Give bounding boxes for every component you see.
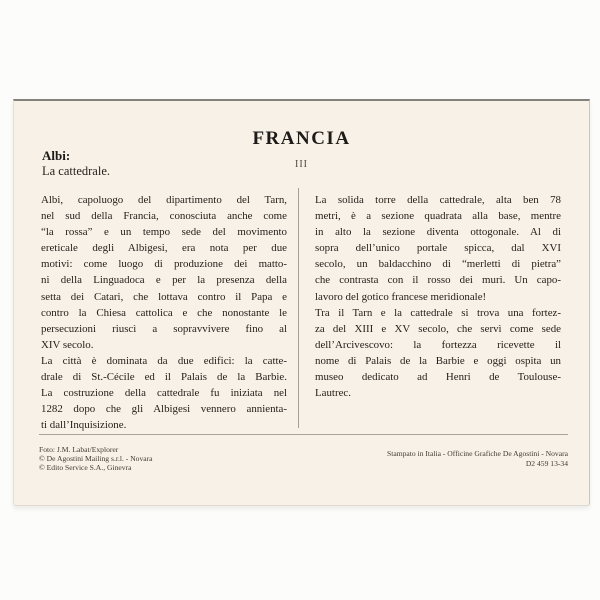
text-line: dell’Arcivescovo: la fortezza ricevette il: [315, 338, 561, 351]
text-line: museo dedicato ad Henri de Toulouse-: [315, 371, 561, 384]
text-line: setta dei Catari, che lottava contro il Papa e: [41, 290, 287, 303]
text-line: “la rossa” e un tempo sede del movimento: [41, 226, 287, 239]
text-line: 1282 dopo che gli Albigesi vennero annienta-: [41, 403, 287, 416]
text-line: za del XIII e XV secolo, che servì come sede: [315, 322, 561, 335]
body-column-left: [41, 192, 287, 433]
country-title: FRANCIA: [252, 128, 351, 149]
credits-left-block: [39, 445, 153, 473]
copyright-line-1: © De Agostini Mailing s.r.l. - Novara: [39, 454, 153, 464]
text-line: ni della Linguadoca e per la presenza della: [41, 274, 287, 287]
text-line: XIV secolo.: [41, 338, 94, 351]
series-numeral: III: [295, 159, 308, 170]
printed-in-line: Stampato in Italia - Officine Grafiche De Agostini - Novara: [387, 449, 568, 458]
text-line: contro la Chiesa cattolica e che nonostante le: [41, 306, 287, 319]
text-line: La costruzione della cattedrale fu iniziata nel: [41, 387, 287, 400]
text-line: ereticale degli Albigesi, era nota per due: [41, 242, 287, 255]
postcard-back: [13, 99, 590, 506]
text-line: Lautrec.: [315, 387, 351, 400]
body-column-right: [315, 192, 561, 401]
text-line: La città è dominata da due edifici: la catte-: [41, 354, 287, 367]
text-line: motivi: come luogo di produzione dei matto-: [41, 258, 287, 271]
text-line: ti dall’Inquisizione.: [41, 419, 127, 432]
place-title: Albi:: [42, 148, 71, 163]
text-line: che contrasta con il rosso dei muri. Un capo-: [315, 274, 561, 287]
text-line: La solida torre della cattedrale, alta ben 78: [315, 194, 561, 206]
text-line: secolo, un baldacchino di “merletti di pietra”: [315, 258, 561, 271]
text-line: lavoro del gotico francese meridionale!: [315, 290, 487, 303]
photo-credit: Foto: J.M. Labat/Explorer: [39, 445, 119, 454]
text-line: nel sud della Francia, conosciuta anche come: [41, 210, 287, 223]
text-line: Tra il Tarn e la cattedrale si trova una fortez-: [315, 306, 561, 319]
copyright-line-2: © Edito Service S.A., Ginevra: [39, 463, 132, 473]
text-line: persecuzioni riuscì a sopravvivere fino al: [41, 322, 287, 335]
subject-title: La cattedrale.: [42, 164, 111, 178]
text-line: metri, è a sezione quadrata alla base, mentre: [315, 210, 561, 223]
catalog-code: D2 459 13-34: [525, 458, 568, 468]
text-line: in alto la sezione diventa ottogonale. Al di: [315, 226, 561, 239]
text-line: Albi, capoluogo del dipartimento del Tarn,: [41, 194, 287, 206]
credits-right-block: [387, 449, 568, 468]
text-line: drale di St.-Cécile ed il Palais de la Barbie.: [41, 371, 287, 384]
column-divider-line: [298, 188, 299, 428]
text-line: nome di Palais de la Barbie e oggi ospita un: [315, 354, 561, 367]
footer-rule-line: [39, 434, 568, 435]
text-line: sopra dell’unico portale spicca, dal XVI: [315, 242, 561, 255]
